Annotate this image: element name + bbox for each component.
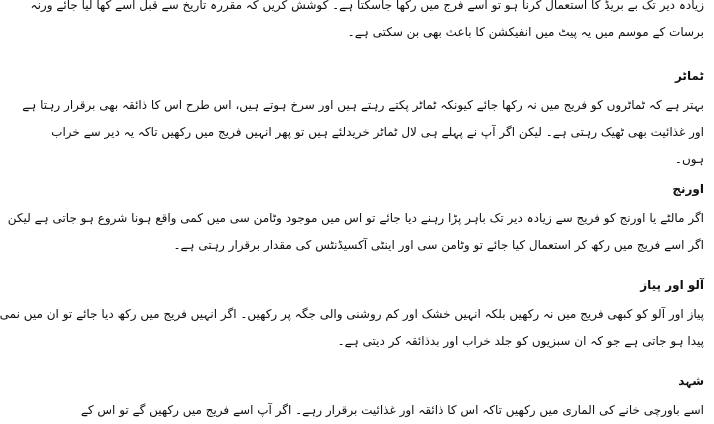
section-heading-tomato: ٹماٹر xyxy=(674,69,704,83)
section-paragraph-honey xyxy=(80,397,704,424)
section-heading-orange: اورنج xyxy=(672,182,704,196)
paragraph-line: پیاز اور آلو کو کبھی فریج میں نہ رکھیں بلکہ انہیں خشک اور کم روشنی والی جگہ پر رکھیں۔ اگر انہیں فریج میں رکھ دیا جائے تو ان میں نمی xyxy=(0,307,704,321)
paragraph-line: اور غذائیت بھی ٹھیک رہتی ہے۔ لیکن اگر آپ نے پہلے ہی لال ٹماٹر خریدلئے ہیں تو پھر انہیں فریج میں رکھیں تاکہ یہ دیر سے خراب xyxy=(51,125,704,139)
paragraph-line: ہوں۔ xyxy=(674,152,704,166)
section-paragraph-tomato xyxy=(22,92,704,173)
section-paragraph-orange xyxy=(7,205,704,259)
intro-paragraph xyxy=(30,0,704,46)
paragraph-line: اگر مالٹے یا اورنج کو فریج سے زیادہ دیر تک باہر پڑا رہنے دیا جائے تو اس میں موجود وٹامن سی میں کمی واقع ہونا شروع ہو جاتی ہے لیکن xyxy=(7,211,704,225)
paragraph-line: برسات کے موسم میں یہ پیٹ میں انفیکشن کا باعث بھی بن سکتی ہے۔ xyxy=(347,25,704,39)
section-heading-potato-onion: آلو اور پیاز xyxy=(640,278,704,292)
section-heading-honey: شہد xyxy=(678,374,704,388)
paragraph-line: اگر اسے فریج میں رکھ کر استعمال کیا جائے تو وٹامن سی اور اینٹی آکسیڈنٹس کی مقدار برقرار رہتی ہے۔ xyxy=(173,238,704,252)
paragraph-line: پیدا ہو جاتی ہے جو کہ ان سبزیوں کو جلد خراب اور بدذائقہ کر دیتی ہے۔ xyxy=(337,334,704,348)
paragraph-line: بہتر ہے کہ ٹماٹروں کو فریج میں نہ رکھا جائے کیونکہ ٹماٹر پکتے رہتے ہیں اور سرخ ہوتے ہیں، اس طرح اس کا ذائقہ بھی برقرار رہتا ہے xyxy=(22,98,704,112)
section-paragraph-potato-onion xyxy=(0,301,704,355)
paragraph-line: زیادہ دیر تک بے بریڈ کا استعمال کرنا ہو تو اسے فرج میں رکھا جاسکتا ہے۔ کوشش کریں کہ مقررہ تاریخ سے قبل اسے کھا لیا جائے ورنہ xyxy=(30,0,704,12)
paragraph-line: اسے باورچی خانے کی الماری میں رکھیں تاکہ اس کا ذائقہ اور غذائیت برقرار رہے۔ اگر آپ اسے فریج میں رکھیں گے تو اس کے xyxy=(80,403,704,417)
